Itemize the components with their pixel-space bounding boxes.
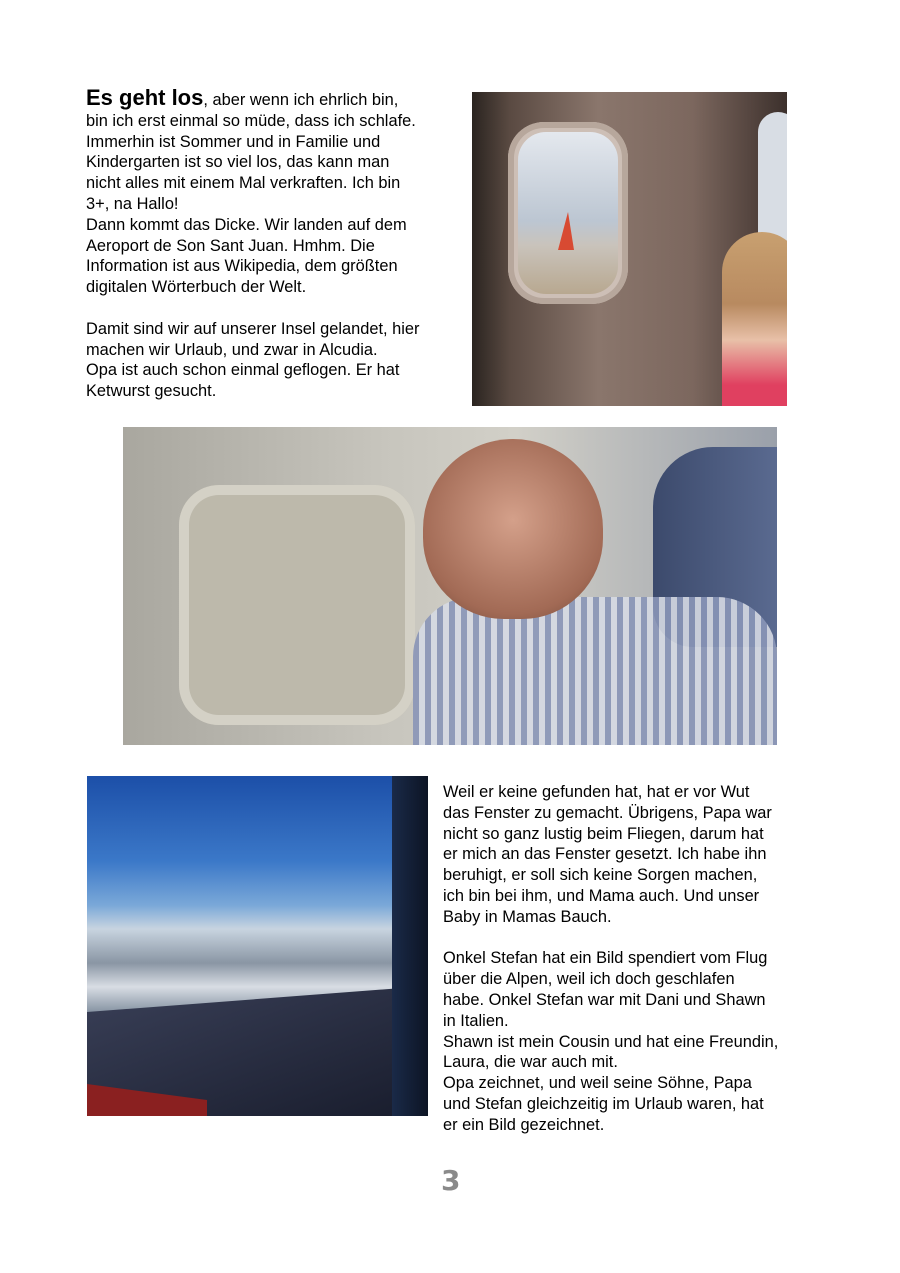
text-line: 3+, na Hallo! [86, 194, 179, 213]
text-line: Baby in Mamas Bauch. [443, 907, 612, 926]
text-line: machen wir Urlaub, und zwar in Alcudia. [86, 340, 378, 359]
text-line: Onkel Stefan hat ein Bild spendiert vom Flug [443, 949, 768, 968]
text-line: er mich an das Fenster gesetzt. Ich habe ihn [443, 845, 767, 864]
face [423, 439, 603, 619]
text-line: Weil er keine gefunden hat, hat er vor Wut [443, 783, 750, 801]
photo-man-in-plane [123, 427, 777, 745]
intro-first-line: Es geht los, aber wenn ich ehrlich bin, [86, 85, 399, 110]
text-line: bin ich erst einmal so müde, dass ich schlafe. [86, 111, 416, 130]
text-line: nicht so ganz lustig beim Fliegen, darum hat [443, 824, 764, 843]
text-line: nicht alles mit einem Mal verkraften. Ich bin [86, 174, 401, 193]
text-line: habe. Onkel Stefan war mit Dani und Shawn [443, 990, 766, 1009]
child [722, 232, 787, 406]
text-line: digitalen Wörterbuch der Welt. [86, 278, 307, 297]
closed-window [179, 485, 415, 725]
text-line: ich bin bei ihm, und Mama auch. Und unser [443, 886, 760, 905]
text-line: Shawn ist mein Cousin und hat eine Freundin, [443, 1032, 779, 1051]
text-line: und Stefan gleichzeitig im Urlaub waren, hat [443, 1094, 764, 1113]
text-line: Kindergarten ist so viel los, das kann man [86, 153, 390, 172]
text-line: das Fenster zu gemacht. Übrigens, Papa war [443, 803, 772, 822]
text-line: Ketwurst gesucht. [86, 382, 217, 401]
text-line: über die Alpen, weil ich doch geschlafen [443, 970, 735, 989]
text-line: Laura, die war auch mit. [443, 1053, 618, 1072]
text-line: Damit sind wir auf unserer Insel gelandet, hier [86, 319, 420, 338]
text-line: Opa ist auch schon einmal geflogen. Er hat [86, 361, 400, 380]
photo-child-at-window [472, 92, 787, 406]
intro-text [86, 85, 420, 402]
plane-tail [558, 212, 574, 250]
blank-line [443, 928, 778, 949]
heading: Es geht los [86, 85, 204, 110]
text-line: Aeroport de Son Sant Juan. Hmhm. Die [86, 236, 375, 255]
text-line: beruhigt, er soll sich keine Sorgen machen, [443, 866, 758, 885]
text-line: Opa zeichnet, und weil seine Söhne, Papa [443, 1074, 752, 1093]
text-line: Information ist aus Wikipedia, dem größten [86, 257, 398, 276]
page-number: 3 [441, 1164, 461, 1197]
text-line: er ein Bild gezeichnet. [443, 1115, 605, 1134]
photo-alps-from-plane [87, 776, 428, 1116]
text-line: in Italien. [443, 1011, 509, 1030]
shirt [413, 597, 777, 745]
story-text [443, 782, 778, 1136]
window-frame [392, 776, 428, 1116]
text-line: Dann kommt das Dicke. Wir landen auf dem [86, 215, 407, 234]
blank-line [86, 298, 419, 319]
text-line: Immerhin ist Sommer und in Familie und [86, 132, 381, 151]
